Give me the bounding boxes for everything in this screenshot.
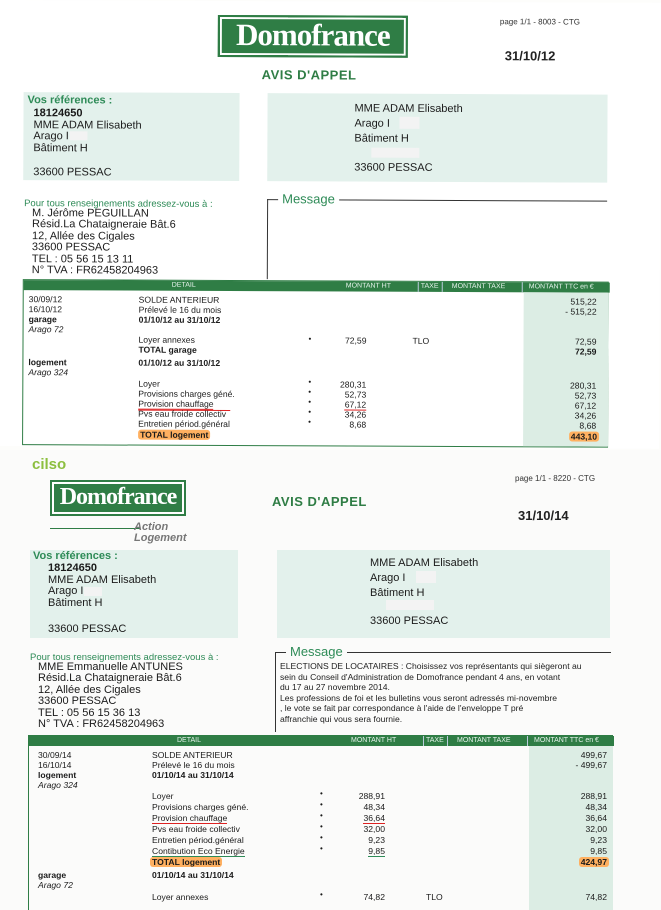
row-ttc: 34,26 [574,410,597,421]
row-ht: 74,82 [363,892,385,902]
row-ttc: 499,67 [580,750,607,760]
contact-phone: TEL : 05 56 15 36 13 [38,706,141,719]
redaction [69,131,87,140]
row-ht: 8,68 [349,419,367,430]
recipient-line2: Bâtiment H [370,587,425,599]
recipient-city: 33600 PESSAC [370,615,449,627]
section-period: 01/10/14 au 31/10/14 [152,770,234,780]
row-ht: 67,12 [344,399,367,410]
row-label: SOLDE ANTERIEUR [138,294,220,305]
row-label: Loyer annexes [138,334,195,345]
header-ht: MONTANT HT [351,737,397,744]
page-reference: page 1/1 - 8003 - CTG [499,17,580,27]
row-label: Loyer [138,378,160,389]
row-ht: 9,85 [368,846,385,856]
total-logement-label: TOTAL logement [140,429,209,440]
row-ht: 48,34 [363,802,385,812]
recipient-name: MME ADAM Elisabeth [370,557,479,569]
contact-tva: N° TVA : FR62458204963 [31,264,159,277]
reference-line1: Arago I [33,130,69,143]
total-logement-label: TOTAL logement [152,857,221,867]
section-place: Arago 72 [28,324,64,335]
row-ttc: 32,00 [585,824,607,834]
redaction [84,587,102,596]
row-ht: 36,64 [363,813,385,823]
row-label: Contibution Eco Energie [152,846,245,856]
domofrance-logo: Domofrance [218,15,408,58]
section-period: 01/10/12 au 31/10/12 [138,357,221,368]
row-label: Loyer [152,791,174,801]
row-label: Provision chauffage [152,813,228,823]
row-ht: 280,31 [340,379,367,390]
document-date: 31/10/14 [518,508,569,523]
reference-city: 33600 PESSAC [33,166,112,179]
reference-line2: Bâtiment H [48,596,103,609]
references-block [33,108,141,154]
document-title: AVIS D'APPEL [272,494,367,509]
row-ht: 9,23 [368,835,385,845]
table-header [24,280,610,293]
header-ttc: MONTANT TTC en € [528,283,594,291]
message-label: Message [286,644,347,659]
row-label: Provisions charges géné. [152,802,249,812]
info-label: Pour tous renseignements adressez-vous à : [30,652,219,663]
header-detail: DETAIL [177,737,201,744]
row-ttc: 9,23 [590,835,607,845]
row-ht: 72,59 [344,335,367,346]
row-date: 30/09/12 [28,294,63,305]
message-line: sein du Conseil d'Administration de Domofrance pendant 4 ans, en votant [280,671,561,682]
recipient-name: MME ADAM Elisabeth [354,102,463,116]
info-label: Pour tous renseignements adressez-vous à : [24,198,213,210]
references-block [48,563,156,609]
recipient-city: 33600 PESSAC [354,161,433,174]
message-label: Message [278,191,339,206]
row-taxe: TLO [412,335,430,346]
row-label: Provisions charges géné. [138,388,235,400]
message-box [267,191,607,280]
row-date: 16/10/14 [38,760,72,770]
invoice-2012: Domofrance AVIS D'APPEL page 1/1 - 8003 - CTG 31/10/12 Vos références : 18124650 MME ADAM Elisabeth Arago I Bâtiment H 33600 PESSAC MME ADAM Elisabeth Arago I Bâtiment H 33600 PESSAC Pour tous renseignements adressez-vous à : M. Jérôme PEGUILLAN Résid.La Chataigneraie Bât.6 12, Allée des Cigales 33600 PESSAC TEL : 05 56 15 13 11 N° TVA : FR62458204963 Message DETAIL MONTANT HT TAXE MONTANT TAXE MONTANT TTC en € 30/09/12 SOLDE ANTERIEUR 515,22 16/10/12 Prélevé le 16 du mois - 515,22 garage 01/10/12 au 31/10/12 Arago 72 Loyer annexes • 72,59 TLO 72,59 TOTAL garage 72,59 logement 01/10/12 au 31/10/12 Arago 324 Loyer • 280,31 280,31 Provisions charges géné. • 52,73 52,73 Provision chauffage • 67,12 67,12 Pvs eau froide collectiv • 34,26 34,26 Entretien périod.général • 8,68 8,68 TOTAL logement 443,10 [0,0,661,449]
row-ttc: 72,59 [574,346,597,357]
row-date: 16/10/12 [28,304,63,315]
contact-address2: 12, Allée des Cigales [31,229,135,243]
section-place: Arago 72 [38,880,73,890]
recipient-line1: Arago I [370,572,406,584]
row-ttc: 52,73 [574,390,597,401]
header-detail: DETAIL [171,281,196,289]
row-ttc: 8,68 [579,420,597,431]
section-logement: logement [28,357,67,368]
header-taxe: TAXE [420,282,439,290]
header-taxe: TAXE [426,737,444,744]
contact-address1: Résid.La Chataigneraie Bât.6 [31,218,176,232]
contact-name: M. Jérôme PEGUILLAN [32,207,149,220]
row-ht: 52,73 [344,389,367,400]
row-label: Pvs eau froide collectiv [138,408,227,419]
message-text [280,661,582,725]
message-line: , le vote se fait par correspondance à l'aide de l'enveloppe T pré [280,703,524,714]
redaction [416,571,436,583]
section-place: Arago 324 [38,780,78,790]
row-label: Entretien périod.général [138,418,230,430]
section-period: 01/10/14 au 31/10/14 [152,870,234,880]
table-header [29,736,614,746]
row-label: Loyer annexes [152,892,209,902]
reference-number: 18124650 [33,107,83,120]
document-date: 31/10/12 [504,48,556,64]
cilso-logo: cilso [32,456,67,473]
contact-block [32,208,176,277]
contact-address2: 12, Allée des Cigales [38,683,141,696]
invoice-2014: cilso Domofrance Action Logement AVIS D'APPEL page 1/1 - 8220 - CTG 31/10/14 Vos références : 18124650 MME ADAM Elisabeth Arago I Bâtiment H 33600 PESSAC MME ADAM Elisabeth Arago I Bâtiment H 33600 PESSAC Pour tous renseignements adressez-vous à : MME Emmanuelle ANTUNES Résid.La Chataigneraie Bât.6 12, Allée des Cigales 33600 PESSAC TEL : 05 56 15 36 13 N° TVA : FR62458204963 Message ELECTIONS DE LOCATAIRES : Choisissez vos représentants qui siègeront au sein du Conseil d'Administration de Domofrance pendant 4 ans, en votant du 17 au 27 novembre 2014. Les professions de foi et les bulletins vous seront adressés mi-novembre , le vote se fait par correspondance à l'aide de l'enveloppe T pré affranchie qui vous sera fournie. DETAIL MONTANT HT TAXE MONTANT TAXE MONTANT TTC en € 30/09/14 SOLDE ANTERIEUR 499,67 16/10/14 Prélevé le 16 du mois - 499,67 logement 01/10/14 au 31/10/14 Arago 324 Loyer • 288,91 288,91 Provisions charges géné. • 48,34 48,34 Provision chauffage • 36,64 36,64 Pvs eau froide collectiv • 32,00 32,00 Entretien périod.général • 9,23 9,23 Contibution Eco Energie • 9,85 9,85 TOTAL logement 424,97 garage 01/10/14 au 31/10/14 Arago 72 Loyer annexes • 74,82 TLO 74,82 [0,450,661,910]
row-label: Prélevé le 16 du mois [152,760,235,770]
reference-name: MME ADAM Elisabeth [33,118,142,132]
row-label: TOTAL garage [138,344,197,355]
redaction [399,117,419,129]
references-label: Vos références : [27,94,113,107]
message-line: Les professions de foi et les bulletins vous seront adressés mi-novembre [280,692,558,703]
header-montant-taxe: MONTANT TAXE [451,282,506,291]
references-label: Vos références : [33,550,118,562]
contact-city: 33600 PESSAC [38,695,117,708]
row-label: Provision chauffage [138,398,214,409]
contact-address1: Résid.La Chataigneraie Bât.6 [38,672,182,685]
reference-line1: Arago I [48,585,84,597]
row-ttc: 9,85 [590,846,607,856]
document-title: AVIS D'APPEL [261,67,357,83]
row-ttc: 67,12 [574,400,597,411]
reference-number: 18124650 [48,562,97,574]
header-ht: MONTANT HT [345,282,392,290]
row-ttc: 288,91 [580,791,607,801]
row-ttc: - 499,67 [575,760,607,770]
reference-city: 33600 PESSAC [48,623,127,635]
row-ttc: 515,22 [570,296,597,307]
section-logement: logement [38,770,77,780]
row-ht: 34,26 [344,409,367,420]
contact-name: MME Emmanuelle ANTUNES [38,661,183,673]
message-line: du 17 au 27 novembre 2014. [280,682,390,693]
section-period: 01/10/12 au 31/10/12 [138,314,221,325]
action-logement-logo: Action Logement [134,521,187,544]
page-reference: page 1/1 - 8220 - CTG [515,474,596,483]
header-montant-taxe: MONTANT TAXE [457,737,511,744]
message-line: ELECTIONS DE LOCATAIRES : Choisissez vos représentants qui siègeront au [280,661,582,671]
reference-line2: Bâtiment H [33,141,88,154]
contact-city: 33600 PESSAC [31,241,111,254]
recipient-line1: Arago I [354,117,390,130]
row-ttc: 72,59 [574,336,597,347]
row-ttc: 280,31 [570,380,597,391]
row-ht: 32,00 [363,824,385,834]
contact-block [38,662,183,730]
row-ttc: 36,64 [585,813,607,823]
row-label: SOLDE ANTERIEUR [152,750,233,760]
contact-phone: TEL : 05 56 15 13 11 [31,252,134,266]
domofrance-logo: Domofrance [50,480,186,516]
row-date: 30/09/14 [38,750,72,760]
section-place: Arago 324 [28,367,69,378]
message-line: affranchie qui vous sera fournie. [280,713,403,724]
row-label: Pvs eau froide collectiv [152,824,240,834]
row-label: Entretien périod.général [152,835,244,845]
redaction [386,600,434,610]
row-ttc: - 515,22 [565,306,597,317]
row-label: Prélevé le 16 du mois [138,304,222,315]
header-ttc: MONTANT TTC en € [534,737,599,744]
row-taxe: TLO [426,892,443,902]
row-ht: 288,91 [358,791,385,801]
total-logement-ttc: 424,97 [580,857,607,867]
redaction [371,148,419,158]
row-ttc: 48,34 [585,802,607,812]
section-garage: garage [38,870,67,880]
contact-tva: N° TVA : FR62458204963 [38,718,165,731]
reference-name: MME ADAM Elisabeth [48,573,157,586]
section-garage: garage [28,314,57,325]
detail-table [22,279,609,448]
recipient-line2: Bâtiment H [354,132,409,145]
total-logement-ttc: 443,10 [570,431,598,442]
row-ttc: 74,82 [585,892,607,902]
